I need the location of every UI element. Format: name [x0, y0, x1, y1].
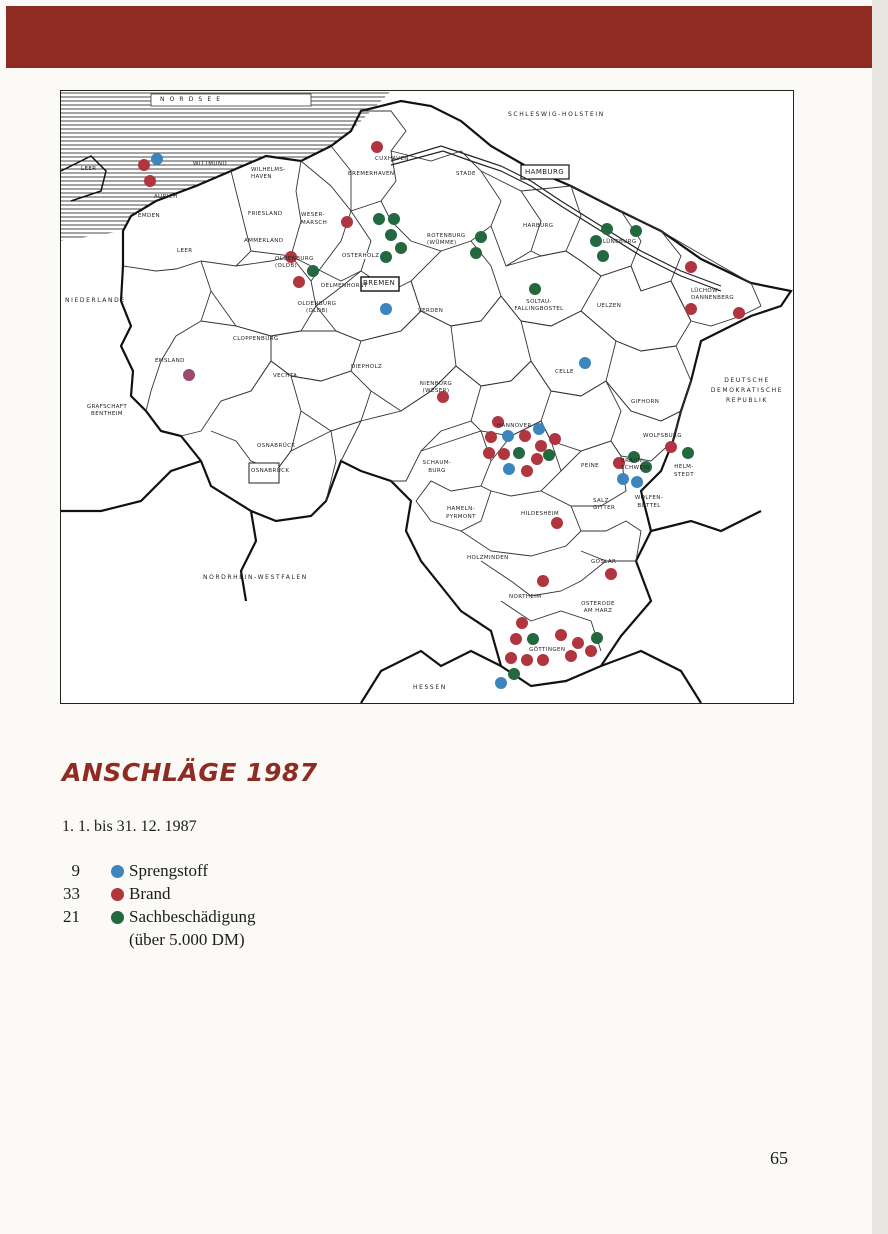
- marker-brand: [371, 141, 383, 153]
- marker-sachbeschaedigung: [543, 449, 555, 461]
- legend-dot-icon: [111, 911, 124, 924]
- marker-brand: [535, 440, 547, 452]
- legend-label: Brand: [129, 884, 171, 903]
- marker-sprengstoff: [533, 423, 545, 435]
- map-label: BREMEN: [363, 279, 396, 287]
- map-label: LEER: [177, 248, 193, 254]
- map-label: OLDENBURG (OLDB): [275, 256, 314, 269]
- map-label: DIEPHOLZ: [351, 364, 383, 370]
- date-range: 1. 1. bis 31. 12. 1987: [62, 818, 197, 835]
- marker-sachbeschaedigung: [388, 213, 400, 225]
- marker-brand: [537, 654, 549, 666]
- marker-sachbeschaedigung: [470, 247, 482, 259]
- marker-sachbeschaedigung: [529, 283, 541, 295]
- marker-sachbeschaedigung: [373, 213, 385, 225]
- map-label: UELZEN: [597, 303, 622, 309]
- map-label: AMMERLAND: [244, 238, 284, 244]
- legend-sublabel: (über 5.000 DM): [129, 930, 245, 949]
- marker-brand: [341, 216, 353, 228]
- marker-brand: [521, 654, 533, 666]
- map-label: GÖTTINGEN: [529, 647, 566, 653]
- map-label: OSNABRÜCK: [251, 468, 290, 474]
- marker-sachbeschaedigung: [590, 235, 602, 247]
- marker-sprengstoff: [617, 473, 629, 485]
- legend-dot-icon: [111, 865, 124, 878]
- marker-sachbeschaedigung: [527, 633, 539, 645]
- map-label: EMSLAND: [155, 358, 185, 364]
- marker-brand: [521, 465, 533, 477]
- marker-sachbeschaedigung: [385, 229, 397, 241]
- marker-brand: [531, 453, 543, 465]
- map-label: CUXHAVEN: [375, 156, 409, 162]
- map-label: HESSEN: [413, 684, 447, 691]
- marker-brand: [685, 261, 697, 273]
- map-label: BREMERHAVEN: [348, 171, 395, 177]
- marker-brand: [138, 159, 150, 171]
- map-label: AURICH: [154, 194, 178, 200]
- map-label: SOLTAU-FALLINGBOSTEL: [514, 299, 564, 312]
- map-label: SCHLESWIG-HOLSTEIN: [508, 111, 605, 118]
- map-label: GOSLAR: [591, 559, 617, 565]
- map: [60, 90, 794, 704]
- legend-count: 9: [71, 861, 80, 880]
- map-label: ROTENBURG (WÜMME): [427, 233, 466, 246]
- marker-brand: [519, 430, 531, 442]
- marker-brand: [565, 650, 577, 662]
- map-label: SALZ-GITTER: [593, 498, 616, 511]
- marker-brand: [144, 175, 156, 187]
- map-label: NIENBURG (WESER): [419, 381, 453, 394]
- marker-brand: [555, 629, 567, 641]
- map-label: BRAUN-SCHWEIG: [621, 458, 651, 471]
- map-label: HARBURG: [523, 223, 554, 229]
- marker-sachbeschaedigung: [591, 632, 603, 644]
- map-label: WESER-MARSCH: [301, 212, 328, 226]
- map-label: GRAFSCHAFT BENTHEIM: [86, 404, 128, 417]
- marker-brand: [585, 645, 597, 657]
- marker-sprengstoff: [502, 430, 514, 442]
- marker-sprengstoff: [579, 357, 591, 369]
- map-label: OSTERODE AM HARZ: [581, 601, 615, 614]
- legend-label: Sprengstoff: [129, 861, 209, 880]
- map-label: CLOPPENBURG: [233, 336, 279, 342]
- map-label: OLDENBURG (OLDB): [297, 301, 337, 314]
- map-label: CELLE: [555, 369, 574, 375]
- marker-brand: [665, 441, 677, 453]
- legend-label: Sachbeschädigung: [129, 907, 256, 926]
- legend-count: 21: [63, 907, 80, 926]
- marker-sachbeschaedigung: [380, 251, 392, 263]
- map-label: HOLZMINDEN: [467, 555, 509, 561]
- marker-brand: [510, 633, 522, 645]
- map-label: OSNABRÜCK: [257, 443, 296, 449]
- map-label: HELM-STEDT: [674, 464, 694, 478]
- marker-sprengstoff: [380, 303, 392, 315]
- marker-sprengstoff: [503, 463, 515, 475]
- map-label: LÜNEBURG: [603, 239, 637, 245]
- legend-dot-icon: [111, 888, 124, 901]
- marker-brand: [498, 448, 510, 460]
- map-label: EMDEN: [138, 213, 161, 219]
- marker-brand: [537, 575, 549, 587]
- map-label: HANNOVER: [497, 423, 532, 429]
- marker-sprengstoff: [151, 153, 163, 165]
- marker-sachbeschaedigung: [307, 265, 319, 277]
- map-label: GIFHORN: [631, 399, 660, 405]
- marker-brand: [605, 568, 617, 580]
- map-label: STADE: [456, 171, 476, 177]
- marker-sachbeschaedigung: [513, 447, 525, 459]
- page-title: ANSCHLÄGE 1987: [62, 758, 318, 787]
- marker-sachbeschaedigung: [395, 242, 407, 254]
- marker-sprengstoff: [495, 677, 507, 689]
- map-label-sea: N O R D S E E: [160, 96, 222, 103]
- marker-brand: [516, 617, 528, 629]
- marker-brand: [685, 303, 697, 315]
- map-label: WOLFSBURG: [643, 433, 682, 439]
- map-label: DELMENHORST: [321, 283, 368, 289]
- map-label: NORDRHEIN-WESTFALEN: [203, 574, 308, 581]
- page-number: 65: [770, 1148, 788, 1168]
- map-label: NIEDERLANDE: [65, 297, 126, 304]
- map-drawing: [61, 91, 793, 703]
- map-label: WILHELMS-HAVEN: [251, 167, 286, 180]
- marker-brand: [551, 517, 563, 529]
- map-label: WOLFEN-BÜTTEL: [634, 495, 664, 509]
- marker-brand: [549, 433, 561, 445]
- map-label: LEER: [81, 166, 97, 172]
- map-label: HAMELN-PYRMONT: [446, 506, 476, 520]
- map-label: DEUTSCHE DEMOKRATISCHE REPUBLIK: [710, 377, 784, 404]
- map-label: HILDESHEIM: [521, 511, 560, 517]
- marker-sachbeschaedigung: [597, 250, 609, 262]
- map-label: OSTERHOLZ: [342, 253, 380, 259]
- header-band: [6, 6, 872, 68]
- marker-sachbeschaedigung: [475, 231, 487, 243]
- map-label: FRIESLAND: [248, 211, 283, 217]
- map-label: VECHTA: [273, 373, 298, 379]
- marker-brand: [733, 307, 745, 319]
- marker-brand: [572, 637, 584, 649]
- map-label: WITTMUND: [193, 161, 228, 167]
- marker-sachbeschaedigung: [630, 225, 642, 237]
- map-label: PEINE: [581, 463, 600, 469]
- marker-brand: [485, 431, 497, 443]
- legend-count: 33: [63, 884, 80, 903]
- marker-sachbeschaedigung: [682, 447, 694, 459]
- map-label: NORTHEIM: [509, 594, 542, 600]
- marker-emsland: [183, 369, 195, 381]
- map-label: LÜCHOW-DANNENBERG: [691, 288, 735, 301]
- marker-brand: [483, 447, 495, 459]
- marker-brand: [505, 652, 517, 664]
- marker-sprengstoff: [631, 476, 643, 488]
- marker-sachbeschaedigung: [508, 668, 520, 680]
- marker-sachbeschaedigung: [601, 223, 613, 235]
- page-edge: [872, 0, 888, 1234]
- map-label: VERDEN: [418, 308, 444, 314]
- map-label: SCHAUM-BURG: [422, 460, 452, 474]
- map-label: HAMBURG: [525, 168, 565, 176]
- marker-brand: [293, 276, 305, 288]
